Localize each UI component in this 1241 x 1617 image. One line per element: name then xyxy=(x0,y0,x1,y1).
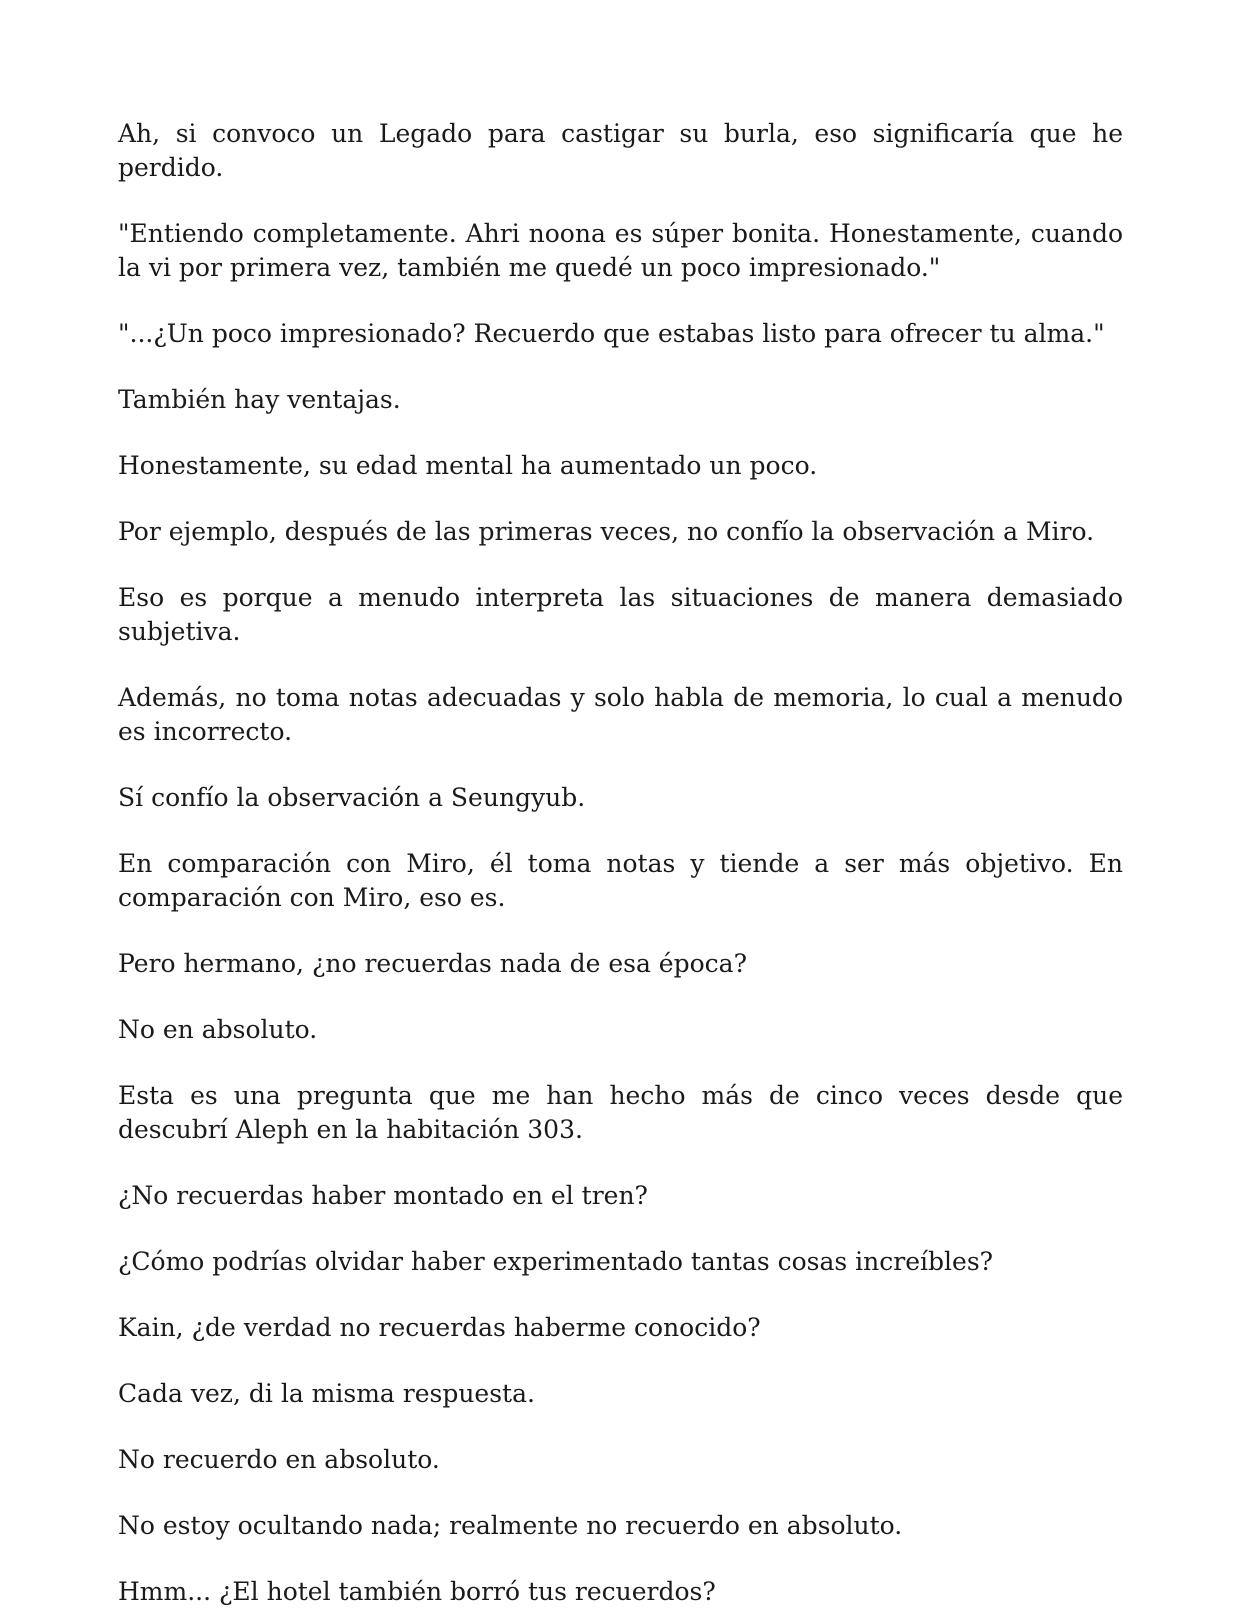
paragraph: Hmm... ¿El hotel también borró tus recuerdos? xyxy=(118,1577,716,1606)
paragraph: "Entiendo completamente. Ahri noona es súper bonita. Honestamente, cuando la vi por primera vez, también me quedé un poco impresionado." xyxy=(118,219,1123,282)
paragraph: Honestamente, su edad mental ha aumentado un poco. xyxy=(118,451,818,480)
paragraph: Sí confío la observación a Seungyub. xyxy=(118,783,586,812)
paragraph: "...¿Un poco impresionado? Recuerdo que estabas listo para ofrecer tu alma." xyxy=(118,319,1105,348)
paragraph: En comparación con Miro, él toma notas y tiende a ser más objetivo. En comparación con Miro, eso es. xyxy=(118,849,1123,912)
paragraph: No estoy ocultando nada; realmente no recuerdo en absoluto. xyxy=(118,1511,903,1540)
paragraph: Además, no toma notas adecuadas y solo habla de memoria, lo cual a menudo es incorrecto. xyxy=(118,683,1123,746)
document-body xyxy=(118,117,1123,1617)
paragraph: ¿No recuerdas haber montado en el tren? xyxy=(118,1181,648,1210)
paragraph: Kain, ¿de verdad no recuerdas haberme conocido? xyxy=(118,1313,761,1342)
paragraph: Cada vez, di la misma respuesta. xyxy=(118,1379,535,1408)
paragraph: Ah, si convoco un Legado para castigar su burla, eso significaría que he perdido. xyxy=(118,119,1123,182)
paragraph: No recuerdo en absoluto. xyxy=(118,1445,440,1474)
paragraph: No en absoluto. xyxy=(118,1015,318,1044)
paragraph: ¿Cómo podrías olvidar haber experimentado tantas cosas increíbles? xyxy=(118,1247,994,1276)
paragraph: Por ejemplo, después de las primeras veces, no confío la observación a Miro. xyxy=(118,517,1095,546)
paragraph: Eso es porque a menudo interpreta las situaciones de manera demasiado subjetiva. xyxy=(118,583,1123,646)
paragraph: Esta es una pregunta que me han hecho más de cinco veces desde que descubrí Aleph en la habitación 303. xyxy=(118,1081,1123,1144)
paragraph: También hay ventajas. xyxy=(118,385,401,414)
paragraph: Pero hermano, ¿no recuerdas nada de esa época? xyxy=(118,949,747,978)
